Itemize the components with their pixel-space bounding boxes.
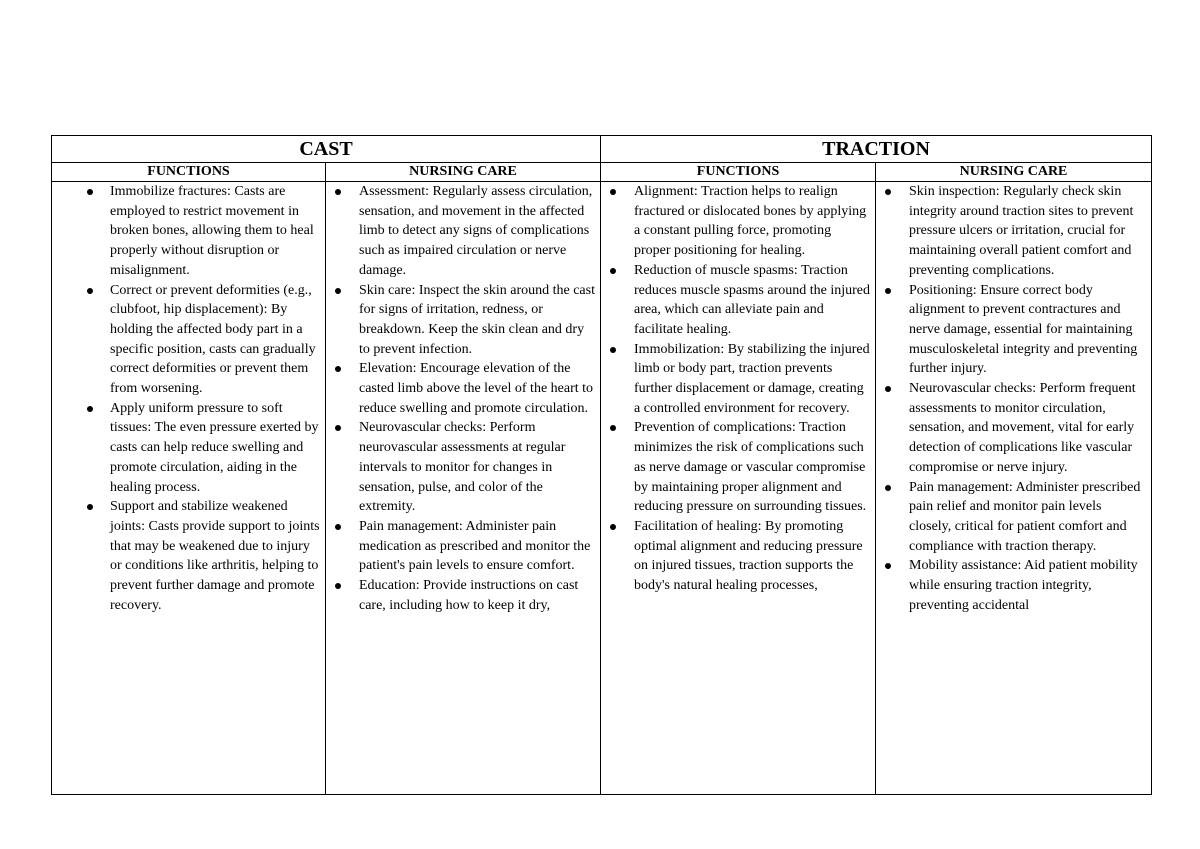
bullet-item: Alignment: Traction helps to realign fractured or dislocated bones by applying a constant pulling force, promoting proper positioning for healing. [601, 182, 875, 261]
traction-nursing-care-cell [876, 182, 1152, 795]
bullet-item: Immobilization: By stabilizing the injured limb or body part, traction prevents further displacement or damage, creating a controlled environment for recovery. [601, 340, 875, 419]
bullet-item: Mobility assistance: Aid patient mobility while ensuring traction integrity, preventing accidental [876, 556, 1151, 615]
bullet-list [326, 182, 600, 615]
bullet-item: Immobilize fractures: Casts are employed to restrict movement in broken bones, allowing them to heal properly without disruption or misalignment. [52, 182, 325, 281]
bullet-item: Education: Provide instructions on cast care, including how to keep it dry, [326, 576, 600, 615]
bullet-item: Support and stabilize weakened joints: Casts provide support to joints that may be weakened due to injury or conditions like arthritis, helping to prevent further damage and promote recovery. [52, 497, 325, 615]
cast-functions-cell [52, 182, 326, 795]
group-header-row [52, 136, 1152, 163]
bullet-item: Positioning: Ensure correct body alignment to prevent contractures and nerve damage, essential for maintaining musculoskeletal integrity and preventing further injury. [876, 281, 1151, 380]
bullet-item: Skin care: Inspect the skin around the cast for signs of irritation, redness, or breakdown. Keep the skin clean and dry to prevent infection. [326, 281, 600, 360]
bullet-item: Elevation: Encourage elevation of the casted limb above the level of the heart to reduce swelling and promote circulation. [326, 359, 600, 418]
cast-header: CAST [52, 136, 601, 163]
cast-traction-table [51, 135, 1152, 795]
cast-nursing-care-cell [326, 182, 601, 795]
cast-nursing-care-header: NURSING CARE [326, 163, 601, 182]
traction-functions-cell [601, 182, 876, 795]
bullet-item: Prevention of complications: Traction minimizes the risk of complications such as nerve damage or vascular compromise by maintaining proper alignment and reducing pressure on surrounding tissues. [601, 418, 875, 517]
bullet-item: Skin inspection: Regularly check skin integrity around traction sites to prevent pressure ulcers or irritation, crucial for maintaining overall patient comfort and preventing complications. [876, 182, 1151, 281]
bullet-item: Pain management: Administer pain medication as prescribed and monitor the patient's pain levels to ensure comfort. [326, 517, 600, 576]
bullet-item: Facilitation of healing: By promoting optimal alignment and reducing pressure on injured tissues, traction supports the body's natural healing processes, [601, 517, 875, 596]
bullet-item: Assessment: Regularly assess circulation, sensation, and movement in the affected limb to detect any signs of complications such as impaired circulation or nerve damage. [326, 182, 600, 281]
traction-nursing-care-header: NURSING CARE [876, 163, 1152, 182]
content-row [52, 182, 1152, 795]
cast-functions-header: FUNCTIONS [52, 163, 326, 182]
bullet-item: Neurovascular checks: Perform neurovascular assessments at regular intervals to monitor for changes in sensation, pulse, and color of the extremity. [326, 418, 600, 517]
bullet-item: Pain management: Administer prescribed pain relief and monitor pain levels closely, critical for patient comfort and compliance with traction therapy. [876, 478, 1151, 557]
subheader-row [52, 163, 1152, 182]
bullet-item: Neurovascular checks: Perform frequent assessments to monitor circulation, sensation, and movement, vital for early detection of complications like vascular compromise or nerve injury. [876, 379, 1151, 478]
bullet-list [52, 182, 325, 615]
traction-functions-header: FUNCTIONS [601, 163, 876, 182]
bullet-item: Reduction of muscle spasms: Traction reduces muscle spasms around the injured area, which can alleviate pain and facilitate healing. [601, 261, 875, 340]
bullet-list [876, 182, 1151, 615]
bullet-item: Apply uniform pressure to soft tissues: The even pressure exerted by casts can help reduce swelling and promote circulation, aiding in the healing process. [52, 399, 325, 498]
bullet-list [601, 182, 875, 596]
traction-header: TRACTION [601, 136, 1152, 163]
bullet-item: Correct or prevent deformities (e.g., clubfoot, hip displacement): By holding the affected body part in a specific position, casts can gradually correct deformities or prevent them from worsening. [52, 281, 325, 399]
